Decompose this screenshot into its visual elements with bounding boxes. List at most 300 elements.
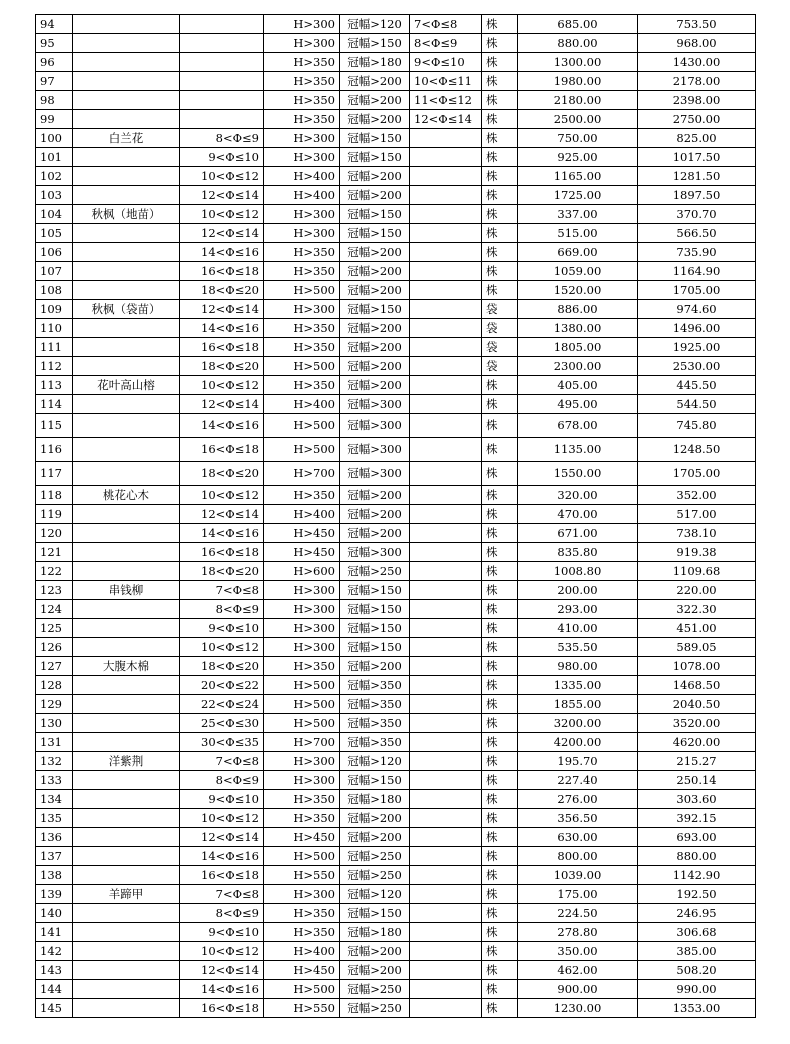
price-cell: 2180.00: [518, 91, 638, 110]
unit-cell: 株: [482, 414, 518, 438]
diameter-alt-cell: [410, 319, 482, 338]
trunk-diameter-cell: 9<Φ≤10: [180, 619, 264, 638]
price-cell: 470.00: [518, 505, 638, 524]
plant-name-cell: [73, 961, 180, 980]
trunk-diameter-cell: [180, 34, 264, 53]
table-row: [36, 733, 756, 752]
table-row: [36, 847, 756, 866]
price-cell: 1300.00: [518, 53, 638, 72]
unit-cell: 株: [482, 961, 518, 980]
row-number-cell: 145: [36, 999, 73, 1018]
diameter-alt-cell: [410, 771, 482, 790]
unit-cell: 株: [482, 942, 518, 961]
trunk-diameter-cell: 10<Φ≤12: [180, 205, 264, 224]
price-cell: 1135.00: [518, 438, 638, 462]
price-with-tax-cell: 745.80: [638, 414, 756, 438]
table-row: [36, 714, 756, 733]
diameter-alt-cell: [410, 866, 482, 885]
row-number-cell: 128: [36, 676, 73, 695]
price-cell: 1550.00: [518, 462, 638, 486]
table-row: [36, 657, 756, 676]
price-cell: 276.00: [518, 790, 638, 809]
price-cell: 337.00: [518, 205, 638, 224]
trunk-diameter-cell: 16<Φ≤18: [180, 866, 264, 885]
crown-width-cell: 冠幅>180: [340, 53, 410, 72]
price-with-tax-cell: 303.60: [638, 790, 756, 809]
height-cell: H>300: [264, 15, 340, 34]
plant-name-cell: [73, 714, 180, 733]
unit-cell: 株: [482, 638, 518, 657]
price-with-tax-cell: 445.50: [638, 376, 756, 395]
trunk-diameter-cell: 18<Φ≤20: [180, 462, 264, 486]
unit-cell: 株: [482, 657, 518, 676]
row-number-cell: 109: [36, 300, 73, 319]
price-cell: 4200.00: [518, 733, 638, 752]
price-cell: 1805.00: [518, 338, 638, 357]
table-row: [36, 243, 756, 262]
price-cell: 671.00: [518, 524, 638, 543]
table-row: [36, 357, 756, 376]
price-with-tax-cell: 2530.00: [638, 357, 756, 376]
trunk-diameter-cell: 12<Φ≤14: [180, 395, 264, 414]
diameter-alt-cell: [410, 376, 482, 395]
row-number-cell: 116: [36, 438, 73, 462]
row-number-cell: 144: [36, 980, 73, 999]
table-row: [36, 885, 756, 904]
height-cell: H>500: [264, 357, 340, 376]
plant-name-cell: [73, 619, 180, 638]
height-cell: H>500: [264, 847, 340, 866]
trunk-diameter-cell: 8<Φ≤9: [180, 600, 264, 619]
plant-name-cell: [73, 790, 180, 809]
plant-name-cell: [73, 338, 180, 357]
price-cell: 1165.00: [518, 167, 638, 186]
table-row: [36, 167, 756, 186]
unit-cell: 株: [482, 462, 518, 486]
price-with-tax-cell: 1142.90: [638, 866, 756, 885]
row-number-cell: 108: [36, 281, 73, 300]
trunk-diameter-cell: 10<Φ≤12: [180, 942, 264, 961]
trunk-diameter-cell: [180, 53, 264, 72]
height-cell: H>350: [264, 790, 340, 809]
table-row: [36, 923, 756, 942]
price-with-tax-cell: 919.38: [638, 543, 756, 562]
trunk-diameter-cell: 18<Φ≤20: [180, 281, 264, 300]
plant-name-cell: [73, 357, 180, 376]
table-row: [36, 486, 756, 505]
plant-name-cell: 串钱柳: [73, 581, 180, 600]
price-with-tax-cell: 4620.00: [638, 733, 756, 752]
unit-cell: 株: [482, 771, 518, 790]
height-cell: H>400: [264, 505, 340, 524]
plant-name-cell: [73, 15, 180, 34]
table-row: [36, 110, 756, 129]
diameter-alt-cell: [410, 486, 482, 505]
price-cell: 515.00: [518, 224, 638, 243]
table-row: [36, 15, 756, 34]
price-cell: 350.00: [518, 942, 638, 961]
height-cell: H>300: [264, 300, 340, 319]
row-number-cell: 104: [36, 205, 73, 224]
price-with-tax-cell: 2750.00: [638, 110, 756, 129]
table-row: [36, 319, 756, 338]
price-cell: 880.00: [518, 34, 638, 53]
row-number-cell: 101: [36, 148, 73, 167]
price-cell: 900.00: [518, 980, 638, 999]
price-cell: 886.00: [518, 300, 638, 319]
diameter-alt-cell: [410, 752, 482, 771]
crown-width-cell: 冠幅>150: [340, 34, 410, 53]
crown-width-cell: 冠幅>150: [340, 300, 410, 319]
height-cell: H>400: [264, 942, 340, 961]
table-row: [36, 281, 756, 300]
row-number-cell: 95: [36, 34, 73, 53]
crown-width-cell: 冠幅>350: [340, 695, 410, 714]
crown-width-cell: 冠幅>200: [340, 91, 410, 110]
crown-width-cell: 冠幅>300: [340, 395, 410, 414]
price-with-tax-cell: 1109.68: [638, 562, 756, 581]
unit-cell: 株: [482, 395, 518, 414]
diameter-alt-cell: [410, 695, 482, 714]
plant-name-cell: [73, 638, 180, 657]
table-row: [36, 676, 756, 695]
table-row: [36, 980, 756, 999]
crown-width-cell: 冠幅>200: [340, 657, 410, 676]
diameter-alt-cell: 12<Φ≤14: [410, 110, 482, 129]
trunk-diameter-cell: 7<Φ≤8: [180, 752, 264, 771]
diameter-alt-cell: [410, 999, 482, 1018]
diameter-alt-cell: [410, 524, 482, 543]
table-row: [36, 828, 756, 847]
crown-width-cell: 冠幅>250: [340, 562, 410, 581]
plant-name-cell: [73, 904, 180, 923]
height-cell: H>600: [264, 562, 340, 581]
crown-width-cell: 冠幅>350: [340, 676, 410, 695]
height-cell: H>700: [264, 733, 340, 752]
table-row: [36, 695, 756, 714]
table-row: [36, 771, 756, 790]
height-cell: H>350: [264, 338, 340, 357]
plant-name-cell: 秋枫（地苗）: [73, 205, 180, 224]
price-with-tax-cell: 2398.00: [638, 91, 756, 110]
row-number-cell: 106: [36, 243, 73, 262]
diameter-alt-cell: [410, 562, 482, 581]
height-cell: H>350: [264, 923, 340, 942]
table-row: [36, 866, 756, 885]
plant-name-cell: 羊蹄甲: [73, 885, 180, 904]
diameter-alt-cell: 9<Φ≤10: [410, 53, 482, 72]
price-with-tax-cell: 517.00: [638, 505, 756, 524]
plant-name-cell: [73, 53, 180, 72]
diameter-alt-cell: [410, 438, 482, 462]
plant-name-cell: [73, 186, 180, 205]
crown-width-cell: 冠幅>200: [340, 524, 410, 543]
height-cell: H>700: [264, 462, 340, 486]
plant-name-cell: 白兰花: [73, 129, 180, 148]
plant-name-cell: [73, 543, 180, 562]
crown-width-cell: 冠幅>200: [340, 281, 410, 300]
table-row: [36, 395, 756, 414]
price-cell: 356.50: [518, 809, 638, 828]
price-cell: 835.80: [518, 543, 638, 562]
row-number-cell: 142: [36, 942, 73, 961]
unit-cell: 株: [482, 809, 518, 828]
table-row: [36, 186, 756, 205]
table-row: [36, 72, 756, 91]
table-row: [36, 205, 756, 224]
unit-cell: 袋: [482, 300, 518, 319]
plant-name-cell: [73, 148, 180, 167]
price-with-tax-cell: 1078.00: [638, 657, 756, 676]
row-number-cell: 115: [36, 414, 73, 438]
table-row: [36, 224, 756, 243]
crown-width-cell: 冠幅>200: [340, 167, 410, 186]
price-cell: 1725.00: [518, 186, 638, 205]
diameter-alt-cell: [410, 205, 482, 224]
price-with-tax-cell: 753.50: [638, 15, 756, 34]
row-number-cell: 120: [36, 524, 73, 543]
unit-cell: 株: [482, 581, 518, 600]
price-with-tax-cell: 192.50: [638, 885, 756, 904]
price-with-tax-cell: 1705.00: [638, 462, 756, 486]
table-row: [36, 414, 756, 438]
unit-cell: 株: [482, 438, 518, 462]
height-cell: H>550: [264, 999, 340, 1018]
unit-cell: 袋: [482, 319, 518, 338]
row-number-cell: 131: [36, 733, 73, 752]
trunk-diameter-cell: [180, 72, 264, 91]
price-cell: 224.50: [518, 904, 638, 923]
diameter-alt-cell: [410, 129, 482, 148]
trunk-diameter-cell: 14<Φ≤16: [180, 243, 264, 262]
price-cell: 2300.00: [518, 357, 638, 376]
price-table: [35, 14, 756, 1018]
row-number-cell: 129: [36, 695, 73, 714]
price-with-tax-cell: 544.50: [638, 395, 756, 414]
row-number-cell: 141: [36, 923, 73, 942]
plant-name-cell: 秋枫（袋苗）: [73, 300, 180, 319]
height-cell: H>350: [264, 657, 340, 676]
diameter-alt-cell: [410, 942, 482, 961]
row-number-cell: 100: [36, 129, 73, 148]
price-with-tax-cell: 566.50: [638, 224, 756, 243]
trunk-diameter-cell: 10<Φ≤12: [180, 638, 264, 657]
crown-width-cell: 冠幅>150: [340, 904, 410, 923]
plant-name-cell: [73, 462, 180, 486]
trunk-diameter-cell: 12<Φ≤14: [180, 186, 264, 205]
plant-name-cell: [73, 281, 180, 300]
trunk-diameter-cell: 10<Φ≤12: [180, 486, 264, 505]
trunk-diameter-cell: 9<Φ≤10: [180, 790, 264, 809]
plant-name-cell: [73, 167, 180, 186]
price-with-tax-cell: 215.27: [638, 752, 756, 771]
table-row: [36, 148, 756, 167]
row-number-cell: 98: [36, 91, 73, 110]
row-number-cell: 126: [36, 638, 73, 657]
trunk-diameter-cell: 8<Φ≤9: [180, 771, 264, 790]
table-row: [36, 961, 756, 980]
unit-cell: 袋: [482, 338, 518, 357]
unit-cell: 株: [482, 619, 518, 638]
price-cell: 1059.00: [518, 262, 638, 281]
table-row: [36, 53, 756, 72]
trunk-diameter-cell: 12<Φ≤14: [180, 828, 264, 847]
row-number-cell: 96: [36, 53, 73, 72]
crown-width-cell: 冠幅>200: [340, 110, 410, 129]
trunk-diameter-cell: 7<Φ≤8: [180, 581, 264, 600]
height-cell: H>350: [264, 53, 340, 72]
height-cell: H>500: [264, 281, 340, 300]
price-with-tax-cell: 1496.00: [638, 319, 756, 338]
table-row: [36, 338, 756, 357]
unit-cell: 袋: [482, 357, 518, 376]
height-cell: H>350: [264, 91, 340, 110]
diameter-alt-cell: [410, 733, 482, 752]
price-cell: 320.00: [518, 486, 638, 505]
unit-cell: 株: [482, 752, 518, 771]
plant-name-cell: [73, 224, 180, 243]
row-number-cell: 133: [36, 771, 73, 790]
plant-name-cell: [73, 733, 180, 752]
price-cell: 2500.00: [518, 110, 638, 129]
crown-width-cell: 冠幅>200: [340, 961, 410, 980]
plant-name-cell: [73, 110, 180, 129]
crown-width-cell: 冠幅>150: [340, 600, 410, 619]
trunk-diameter-cell: 22<Φ≤24: [180, 695, 264, 714]
crown-width-cell: 冠幅>200: [340, 376, 410, 395]
diameter-alt-cell: [410, 885, 482, 904]
row-number-cell: 112: [36, 357, 73, 376]
plant-name-cell: [73, 562, 180, 581]
row-number-cell: 114: [36, 395, 73, 414]
row-number-cell: 107: [36, 262, 73, 281]
height-cell: H>350: [264, 110, 340, 129]
trunk-diameter-cell: 12<Φ≤14: [180, 300, 264, 319]
plant-name-cell: [73, 243, 180, 262]
price-cell: 1335.00: [518, 676, 638, 695]
price-with-tax-cell: 451.00: [638, 619, 756, 638]
height-cell: H>300: [264, 752, 340, 771]
plant-name-cell: [73, 262, 180, 281]
unit-cell: 株: [482, 543, 518, 562]
trunk-diameter-cell: 8<Φ≤9: [180, 904, 264, 923]
crown-width-cell: 冠幅>180: [340, 923, 410, 942]
diameter-alt-cell: [410, 462, 482, 486]
row-number-cell: 137: [36, 847, 73, 866]
crown-width-cell: 冠幅>150: [340, 148, 410, 167]
crown-width-cell: 冠幅>250: [340, 980, 410, 999]
unit-cell: 株: [482, 676, 518, 695]
height-cell: H>500: [264, 414, 340, 438]
diameter-alt-cell: [410, 224, 482, 243]
diameter-alt-cell: [410, 338, 482, 357]
price-cell: 678.00: [518, 414, 638, 438]
diameter-alt-cell: [410, 828, 482, 847]
plant-name-cell: [73, 414, 180, 438]
diameter-alt-cell: [410, 167, 482, 186]
unit-cell: 株: [482, 885, 518, 904]
height-cell: H>350: [264, 486, 340, 505]
price-cell: 1230.00: [518, 999, 638, 1018]
crown-width-cell: 冠幅>150: [340, 771, 410, 790]
table-row: [36, 34, 756, 53]
height-cell: H>450: [264, 961, 340, 980]
crown-width-cell: 冠幅>200: [340, 262, 410, 281]
price-cell: 3200.00: [518, 714, 638, 733]
trunk-diameter-cell: [180, 110, 264, 129]
table-row: [36, 462, 756, 486]
price-cell: 195.70: [518, 752, 638, 771]
height-cell: H>300: [264, 771, 340, 790]
row-number-cell: 99: [36, 110, 73, 129]
price-cell: 462.00: [518, 961, 638, 980]
row-number-cell: 105: [36, 224, 73, 243]
crown-width-cell: 冠幅>150: [340, 581, 410, 600]
price-with-tax-cell: 1164.90: [638, 262, 756, 281]
row-number-cell: 140: [36, 904, 73, 923]
trunk-diameter-cell: 20<Φ≤22: [180, 676, 264, 695]
plant-name-cell: [73, 771, 180, 790]
crown-width-cell: 冠幅>200: [340, 809, 410, 828]
unit-cell: 株: [482, 600, 518, 619]
crown-width-cell: 冠幅>250: [340, 866, 410, 885]
price-with-tax-cell: 352.00: [638, 486, 756, 505]
unit-cell: 株: [482, 733, 518, 752]
row-number-cell: 132: [36, 752, 73, 771]
trunk-diameter-cell: 25<Φ≤30: [180, 714, 264, 733]
row-number-cell: 102: [36, 167, 73, 186]
height-cell: H>300: [264, 148, 340, 167]
price-with-tax-cell: 2040.50: [638, 695, 756, 714]
height-cell: H>300: [264, 619, 340, 638]
unit-cell: 株: [482, 714, 518, 733]
price-cell: 495.00: [518, 395, 638, 414]
crown-width-cell: 冠幅>150: [340, 619, 410, 638]
row-number-cell: 118: [36, 486, 73, 505]
crown-width-cell: 冠幅>200: [340, 186, 410, 205]
unit-cell: 株: [482, 34, 518, 53]
row-number-cell: 135: [36, 809, 73, 828]
trunk-diameter-cell: [180, 15, 264, 34]
diameter-alt-cell: [410, 790, 482, 809]
diameter-alt-cell: 8<Φ≤9: [410, 34, 482, 53]
trunk-diameter-cell: 30<Φ≤35: [180, 733, 264, 752]
height-cell: H>400: [264, 167, 340, 186]
diameter-alt-cell: [410, 505, 482, 524]
unit-cell: 株: [482, 205, 518, 224]
trunk-diameter-cell: 12<Φ≤14: [180, 224, 264, 243]
crown-width-cell: 冠幅>150: [340, 638, 410, 657]
trunk-diameter-cell: [180, 91, 264, 110]
trunk-diameter-cell: 14<Φ≤16: [180, 847, 264, 866]
price-with-tax-cell: 1353.00: [638, 999, 756, 1018]
diameter-alt-cell: [410, 186, 482, 205]
price-with-tax-cell: 1897.50: [638, 186, 756, 205]
price-cell: 685.00: [518, 15, 638, 34]
price-cell: 630.00: [518, 828, 638, 847]
price-with-tax-cell: 880.00: [638, 847, 756, 866]
crown-width-cell: 冠幅>300: [340, 462, 410, 486]
table-row: [36, 619, 756, 638]
height-cell: H>300: [264, 885, 340, 904]
height-cell: H>300: [264, 638, 340, 657]
table-row: [36, 262, 756, 281]
diameter-alt-cell: [410, 904, 482, 923]
price-cell: 1008.80: [518, 562, 638, 581]
table-row: [36, 904, 756, 923]
table-row: [36, 942, 756, 961]
crown-width-cell: 冠幅>150: [340, 129, 410, 148]
